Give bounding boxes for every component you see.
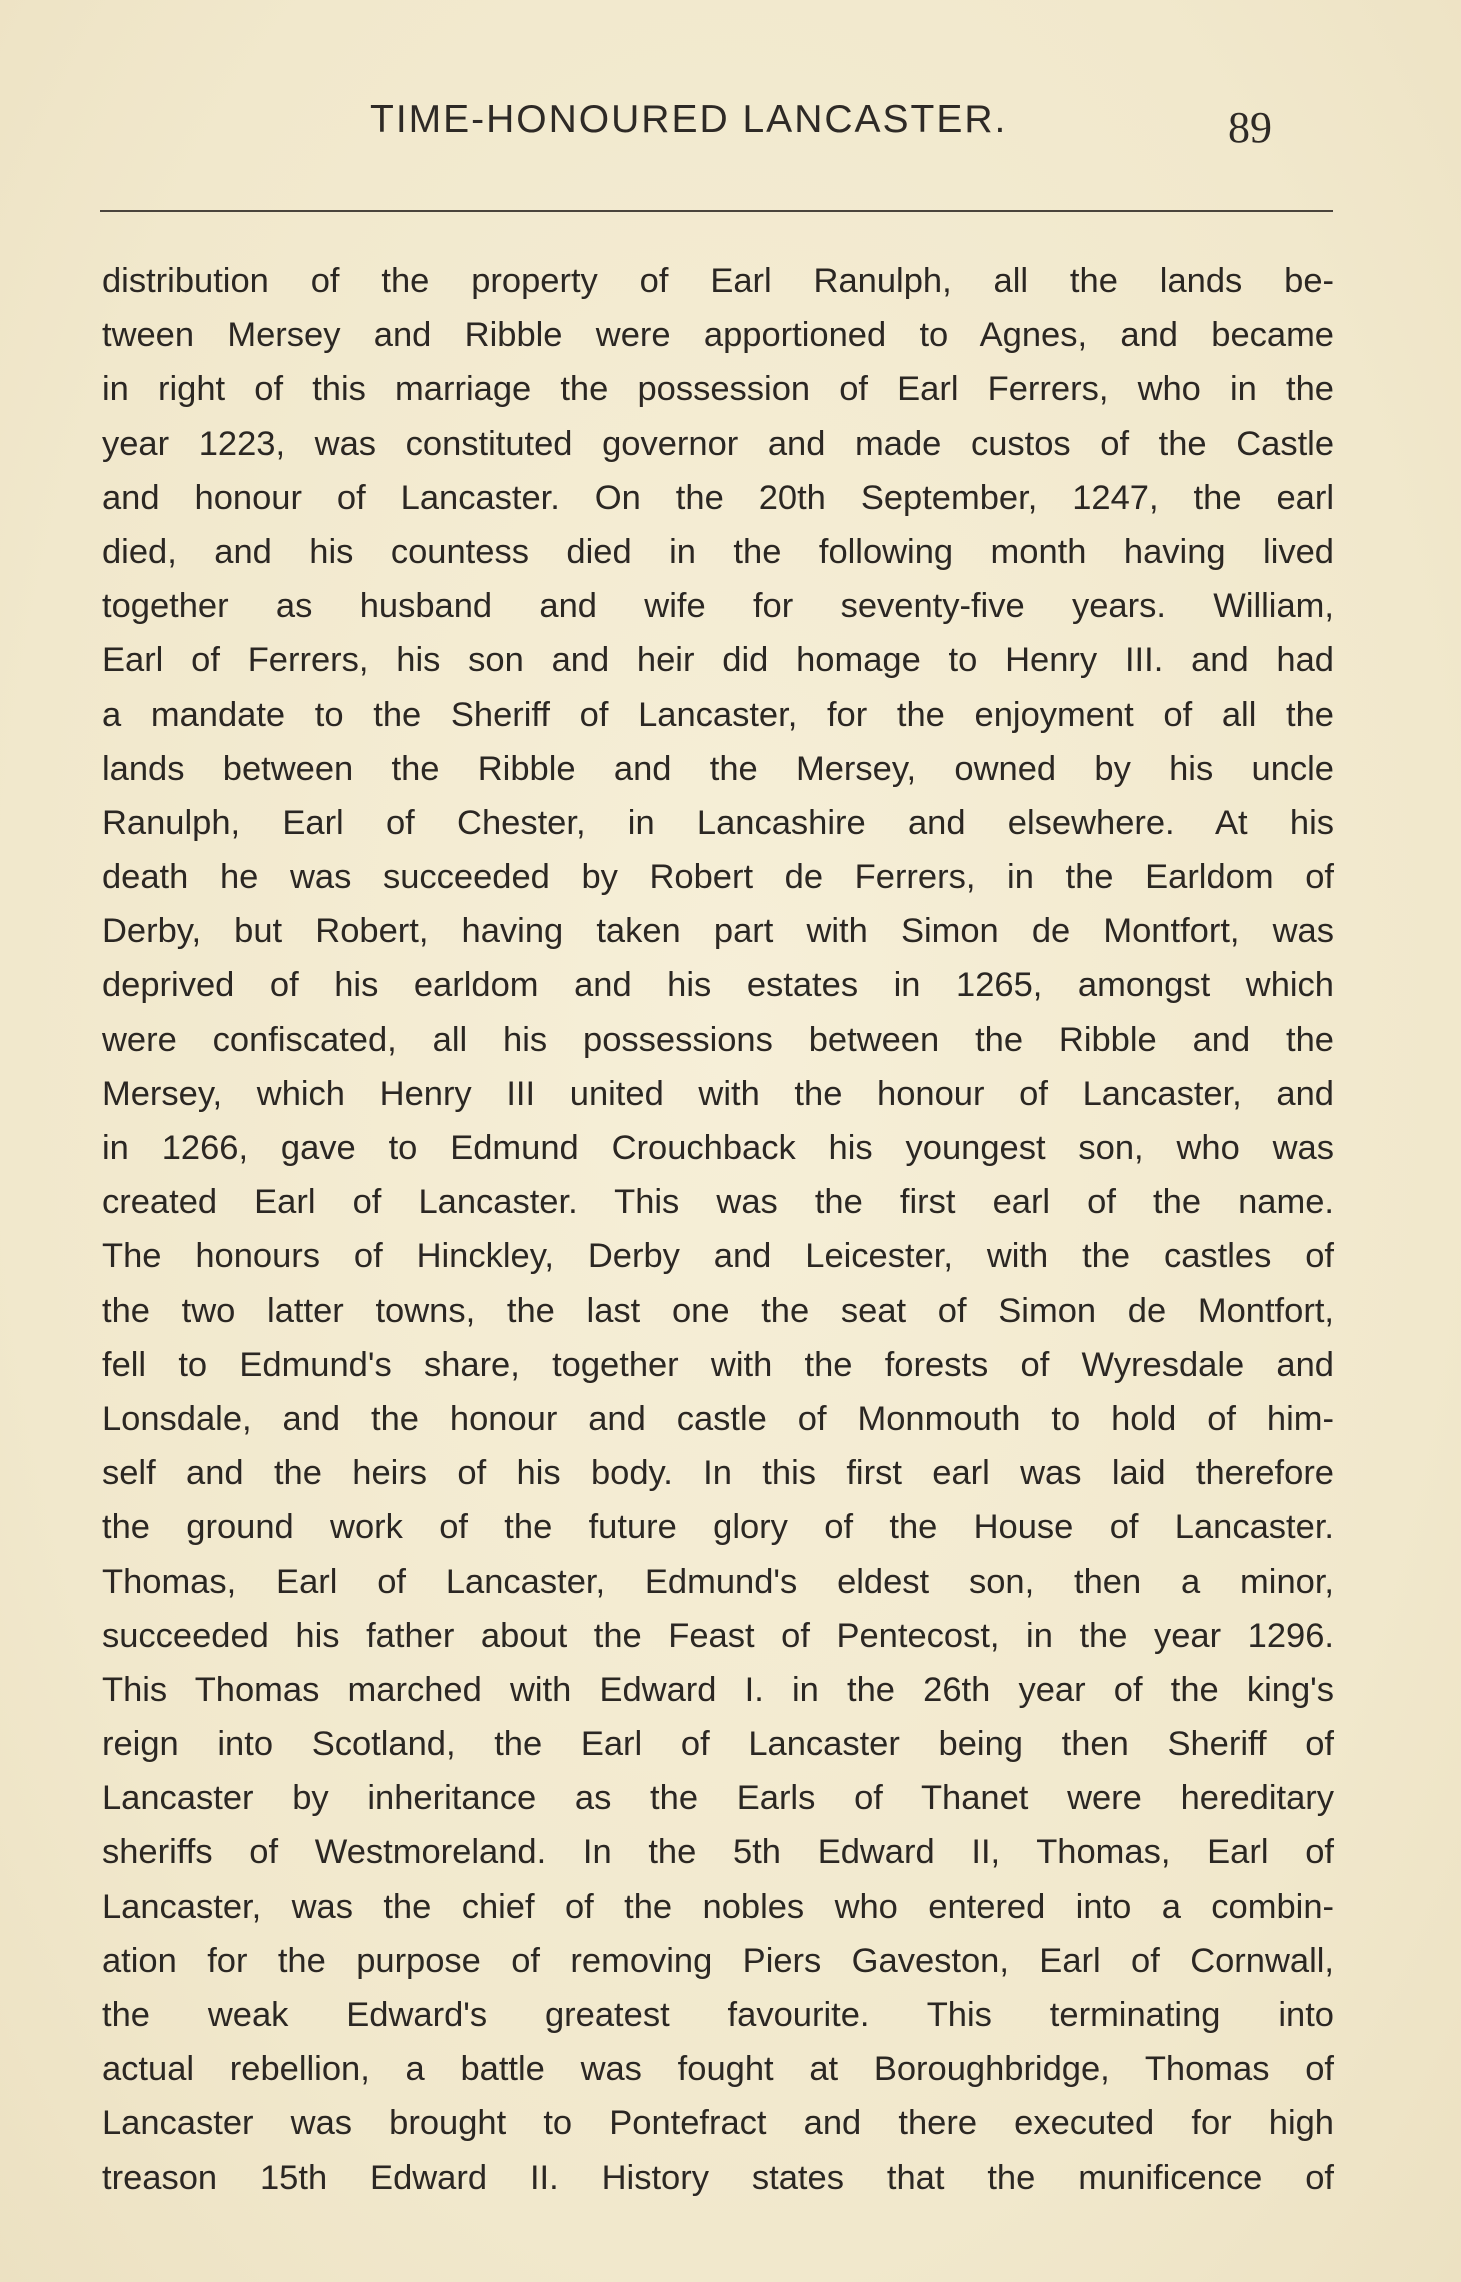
text-line: the weak Edward's greatest favourite. This terminating into (102, 1996, 1334, 2034)
text-line: Lonsdale, and the honour and castle of Monmouth to hold of him- (102, 1399, 1334, 1438)
text-line: distribution of the property of Earl Ranulph, all the lands be- (102, 262, 1334, 300)
text-line: year 1223, was constituted governor and made custos of the Castle (102, 424, 1334, 463)
text-line: succeeded his father about the Feast of Pentecost, in the year 1296. (102, 1616, 1334, 1655)
text-line: Derby, but Robert, having taken part with Simon de Montfort, was (102, 912, 1334, 951)
text-line: treason 15th Edward II. History states that the munificence of (102, 2158, 1334, 2197)
text-line: in right of this marriage the possession of Earl Ferrers, who in the (102, 370, 1334, 409)
running-title: TIME-HONOURED LANCASTER. (370, 98, 1008, 141)
text-line: self and the heirs of his body. In this first earl was laid therefore (102, 1454, 1334, 1493)
running-head (0, 98, 1461, 158)
text-line: Lancaster was brought to Pontefract and there executed for high (102, 2104, 1334, 2143)
text-line: This Thomas marched with Edward I. in the 26th year of the king's (102, 1670, 1334, 1709)
page-number: 89 (1228, 103, 1272, 152)
text-line: ation for the purpose of removing Piers Gaveston, Earl of Cornwall, (102, 1941, 1334, 1980)
text-line: died, and his countess died in the following month having lived (102, 532, 1334, 571)
text-line: were confiscated, all his possessions between the Ribble and the (102, 1020, 1334, 1059)
text-line: death he was succeeded by Robert de Ferrers, in the Earldom of (102, 858, 1334, 897)
text-line: The honours of Hinckley, Derby and Leicester, with the castles of (102, 1237, 1334, 1276)
text-line: the ground work of the future glory of the House of Lancaster. (102, 1508, 1334, 1547)
text-line: created Earl of Lancaster. This was the first earl of the name. (102, 1183, 1334, 1222)
text-line: reign into Scotland, the Earl of Lancaster being then Sheriff of (102, 1725, 1334, 1764)
text-line: Thomas, Earl of Lancaster, Edmund's eldest son, then a minor, (102, 1562, 1334, 1601)
text-line: Mersey, which Henry III united with the honour of Lancaster, and (102, 1074, 1334, 1113)
header-rule (100, 210, 1333, 212)
text-line: Ranulph, Earl of Chester, in Lancashire and elsewhere. At his (102, 803, 1334, 842)
text-line: and honour of Lancaster. On the 20th September, 1247, the earl (102, 478, 1334, 517)
text-line: lands between the Ribble and the Mersey, owned by his uncle (102, 749, 1334, 788)
text-line: deprived of his earldom and his estates in 1265, amongst which (102, 966, 1334, 1005)
text-line: tween Mersey and Ribble were apportioned to Agnes, and became (102, 316, 1334, 355)
text-line: fell to Edmund's share, together with the forests of Wyresdale and (102, 1345, 1334, 1384)
body-text (102, 254, 1334, 2205)
text-line: Lancaster by inheritance as the Earls of Thanet were hereditary (102, 1779, 1334, 1818)
text-line: sheriffs of Westmoreland. In the 5th Edward II, Thomas, Earl of (102, 1833, 1334, 1872)
text-line: Earl of Ferrers, his son and heir did homage to Henry III. and had (102, 641, 1334, 680)
text-line: actual rebellion, a battle was fought at Boroughbridge, Thomas of (102, 2050, 1334, 2089)
text-line: in 1266, gave to Edmund Crouchback his youngest son, who was (102, 1129, 1334, 1167)
text-line: the two latter towns, the last one the seat of Simon de Montfort, (102, 1291, 1334, 1330)
text-line: Lancaster, was the chief of the nobles who entered into a combin- (102, 1887, 1334, 1926)
text-line: together as husband and wife for seventy-five years. William, (102, 587, 1334, 626)
text-line: a mandate to the Sheriff of Lancaster, for the enjoyment of all the (102, 695, 1334, 734)
